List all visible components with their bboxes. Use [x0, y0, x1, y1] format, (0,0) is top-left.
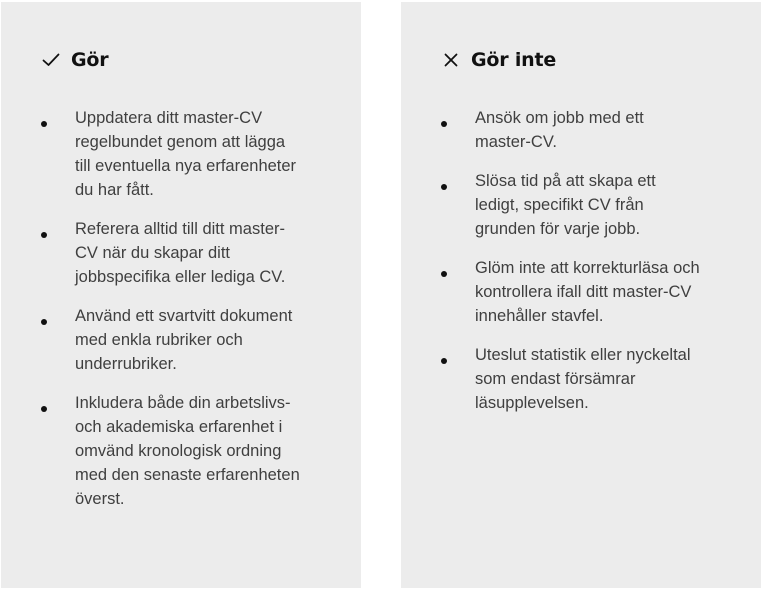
bullet-icon [41, 406, 47, 412]
list-item-text: Uteslut statistik eller nyckeltal som endast försämrar läsupplevelsen. [475, 346, 691, 412]
do-panel [1, 2, 361, 588]
list-item [441, 169, 731, 241]
do-title: Gör [71, 49, 109, 71]
list-item [441, 256, 731, 328]
list-item-text: Inkludera både din arbetslivs- och akademiska erfarenhet i omvänd kronologisk ordning med den senaste erfarenheten överst. [75, 394, 300, 508]
bullet-icon [441, 358, 447, 364]
bullet-icon [41, 319, 47, 325]
bullet-icon [41, 121, 47, 127]
list-item-text: Referera alltid till ditt master- CV när du skapar ditt jobbspecifika eller lediga CV. [75, 220, 286, 286]
do-list [41, 106, 331, 526]
list-item [41, 106, 331, 202]
list-item [41, 391, 331, 511]
bullet-icon [441, 121, 447, 127]
list-item-text: Uppdatera ditt master-CV regelbundet genom att lägga till eventuella nya erfarenheter du har fått. [75, 109, 297, 199]
close-icon [441, 50, 461, 70]
dont-list [441, 106, 731, 430]
list-item-text: Ansök om jobb med ett master-CV. [475, 109, 644, 151]
list-item [441, 106, 731, 154]
check-icon [41, 50, 61, 70]
bullet-icon [441, 184, 447, 190]
do-header [41, 46, 108, 74]
dont-title: Gör inte [471, 49, 557, 71]
bullet-icon [41, 232, 47, 238]
list-item-text: Glöm inte att korrekturläsa och kontrollera ifall ditt master-CV innehåller stavfel. [475, 259, 700, 325]
list-item [41, 304, 331, 376]
dont-header [441, 46, 556, 74]
list-item [41, 217, 331, 289]
list-item-text: Slösa tid på att skapa ett ledigt, specifikt CV från grunden för varje jobb. [475, 172, 656, 238]
dont-panel [401, 2, 761, 588]
list-item-text: Använd ett svartvitt dokument med enkla rubriker och underrubriker. [75, 307, 293, 373]
bullet-icon [441, 271, 447, 277]
list-item [441, 343, 731, 415]
